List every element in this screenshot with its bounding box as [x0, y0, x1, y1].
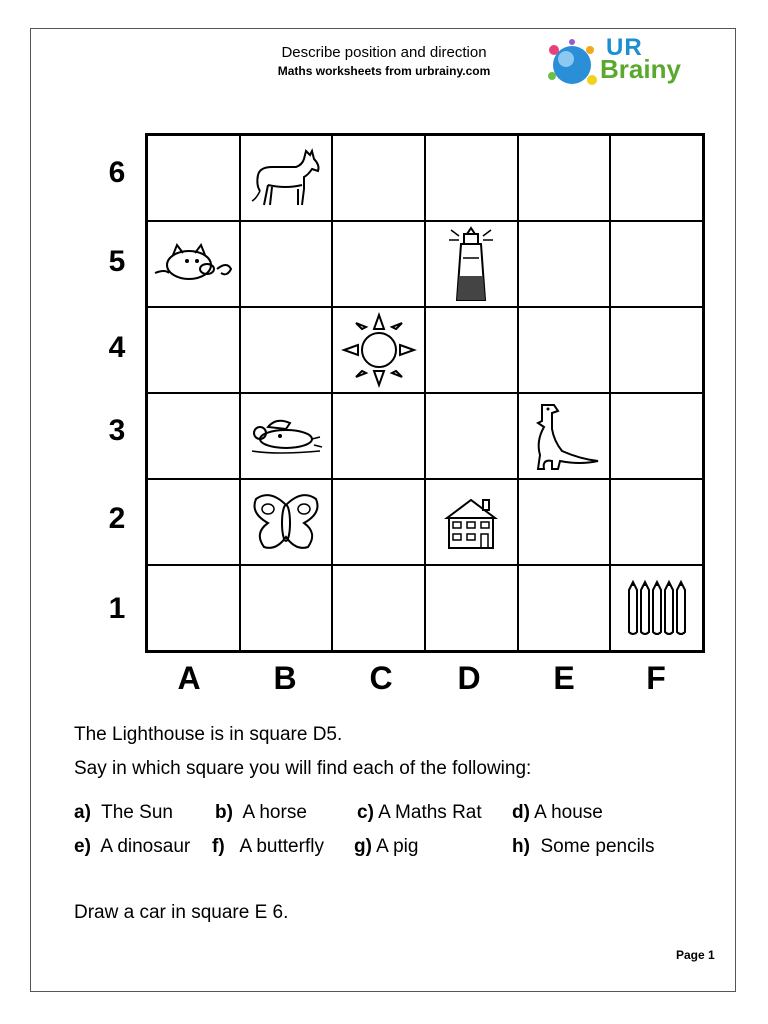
col-label-e: E — [553, 660, 575, 696]
square-a1[interactable] — [147, 565, 240, 651]
instruction-text: Say in which square you will find each of the following: — [74, 758, 532, 779]
square-f6[interactable] — [610, 135, 703, 221]
col-label-f: F — [646, 660, 666, 696]
question-a — [74, 802, 173, 824]
question-label: e) — [74, 836, 91, 857]
intro-text: The Lighthouse is in square D5. — [74, 724, 343, 745]
square-f4[interactable] — [610, 307, 703, 393]
row-label-4: 4 — [108, 331, 126, 364]
square-a3[interactable] — [147, 393, 240, 479]
square-a2[interactable] — [147, 479, 240, 565]
row-label-6: 6 — [108, 156, 126, 189]
question-d — [512, 802, 603, 824]
house-icon — [441, 492, 501, 552]
question-text: A Maths Rat — [378, 802, 482, 823]
question-text: A pig — [376, 836, 419, 857]
draw-instruction: Draw a car in square E 6. — [74, 902, 289, 923]
square-c4[interactable] — [332, 307, 425, 393]
square-f2[interactable] — [610, 479, 703, 565]
row-label-5: 5 — [108, 245, 126, 278]
square-e2[interactable] — [518, 479, 611, 565]
question-f — [212, 836, 324, 858]
question-b — [215, 802, 307, 824]
question-text: A horse — [242, 802, 307, 823]
question-text: A butterfly — [239, 836, 324, 857]
question-text: A house — [534, 802, 603, 823]
square-a4[interactable] — [147, 307, 240, 393]
square-e5[interactable] — [518, 221, 611, 307]
question-text: The Sun — [101, 802, 173, 823]
question-g — [354, 836, 418, 858]
square-e1[interactable] — [518, 565, 611, 651]
square-c1[interactable] — [332, 565, 425, 651]
row-label-2: 2 — [108, 502, 126, 535]
position-grid — [145, 133, 705, 653]
butterfly-icon — [246, 489, 326, 555]
square-f5[interactable] — [610, 221, 703, 307]
question-label: h) — [512, 836, 530, 857]
square-b6[interactable] — [240, 135, 333, 221]
logo-text-ur: UR — [606, 34, 643, 61]
logo-text-brainy: Brainy — [600, 54, 681, 84]
square-e4[interactable] — [518, 307, 611, 393]
square-b5[interactable] — [240, 221, 333, 307]
question-e — [74, 836, 190, 858]
question-c — [357, 802, 482, 824]
square-c5[interactable] — [332, 221, 425, 307]
square-f1[interactable] — [610, 565, 703, 651]
question-text: Some pencils — [540, 836, 655, 857]
square-d5[interactable] — [425, 221, 518, 307]
sun-icon — [338, 309, 420, 391]
dinosaur-icon — [524, 399, 604, 473]
col-label-d: D — [457, 660, 481, 696]
square-c2[interactable] — [332, 479, 425, 565]
square-c6[interactable] — [332, 135, 425, 221]
square-e3[interactable] — [518, 393, 611, 479]
square-d4[interactable] — [425, 307, 518, 393]
question-label: g) — [354, 836, 372, 857]
square-d1[interactable] — [425, 565, 518, 651]
question-label: a) — [74, 802, 91, 823]
question-text: A dinosaur — [100, 836, 191, 857]
horse-icon — [246, 145, 326, 211]
page-number: Page 1 — [676, 948, 715, 962]
question-label: d) — [512, 802, 530, 823]
row-label-1: 1 — [108, 592, 126, 625]
worksheet-subtitle: Maths worksheets from urbrainy.com — [277, 64, 491, 78]
col-label-b: B — [273, 660, 297, 696]
pencils-icon — [625, 576, 689, 640]
question-label: f) — [212, 836, 225, 857]
square-f3[interactable] — [610, 393, 703, 479]
square-a6[interactable] — [147, 135, 240, 221]
maths-rat-icon — [246, 411, 326, 461]
question-label: c) — [357, 802, 374, 823]
square-b1[interactable] — [240, 565, 333, 651]
row-label-3: 3 — [108, 414, 126, 447]
question-label: b) — [215, 802, 233, 823]
square-b4[interactable] — [240, 307, 333, 393]
pig-icon — [151, 239, 235, 289]
square-b3[interactable] — [240, 393, 333, 479]
square-d2[interactable] — [425, 479, 518, 565]
worksheet-title: Describe position and direction — [281, 44, 487, 61]
col-label-a: A — [177, 660, 201, 696]
question-h — [512, 836, 655, 858]
square-d6[interactable] — [425, 135, 518, 221]
lighthouse-icon — [441, 224, 501, 304]
col-label-c: C — [369, 660, 393, 696]
square-d3[interactable] — [425, 393, 518, 479]
square-c3[interactable] — [332, 393, 425, 479]
square-a5[interactable] — [147, 221, 240, 307]
square-b2[interactable] — [240, 479, 333, 565]
square-e6[interactable] — [518, 135, 611, 221]
